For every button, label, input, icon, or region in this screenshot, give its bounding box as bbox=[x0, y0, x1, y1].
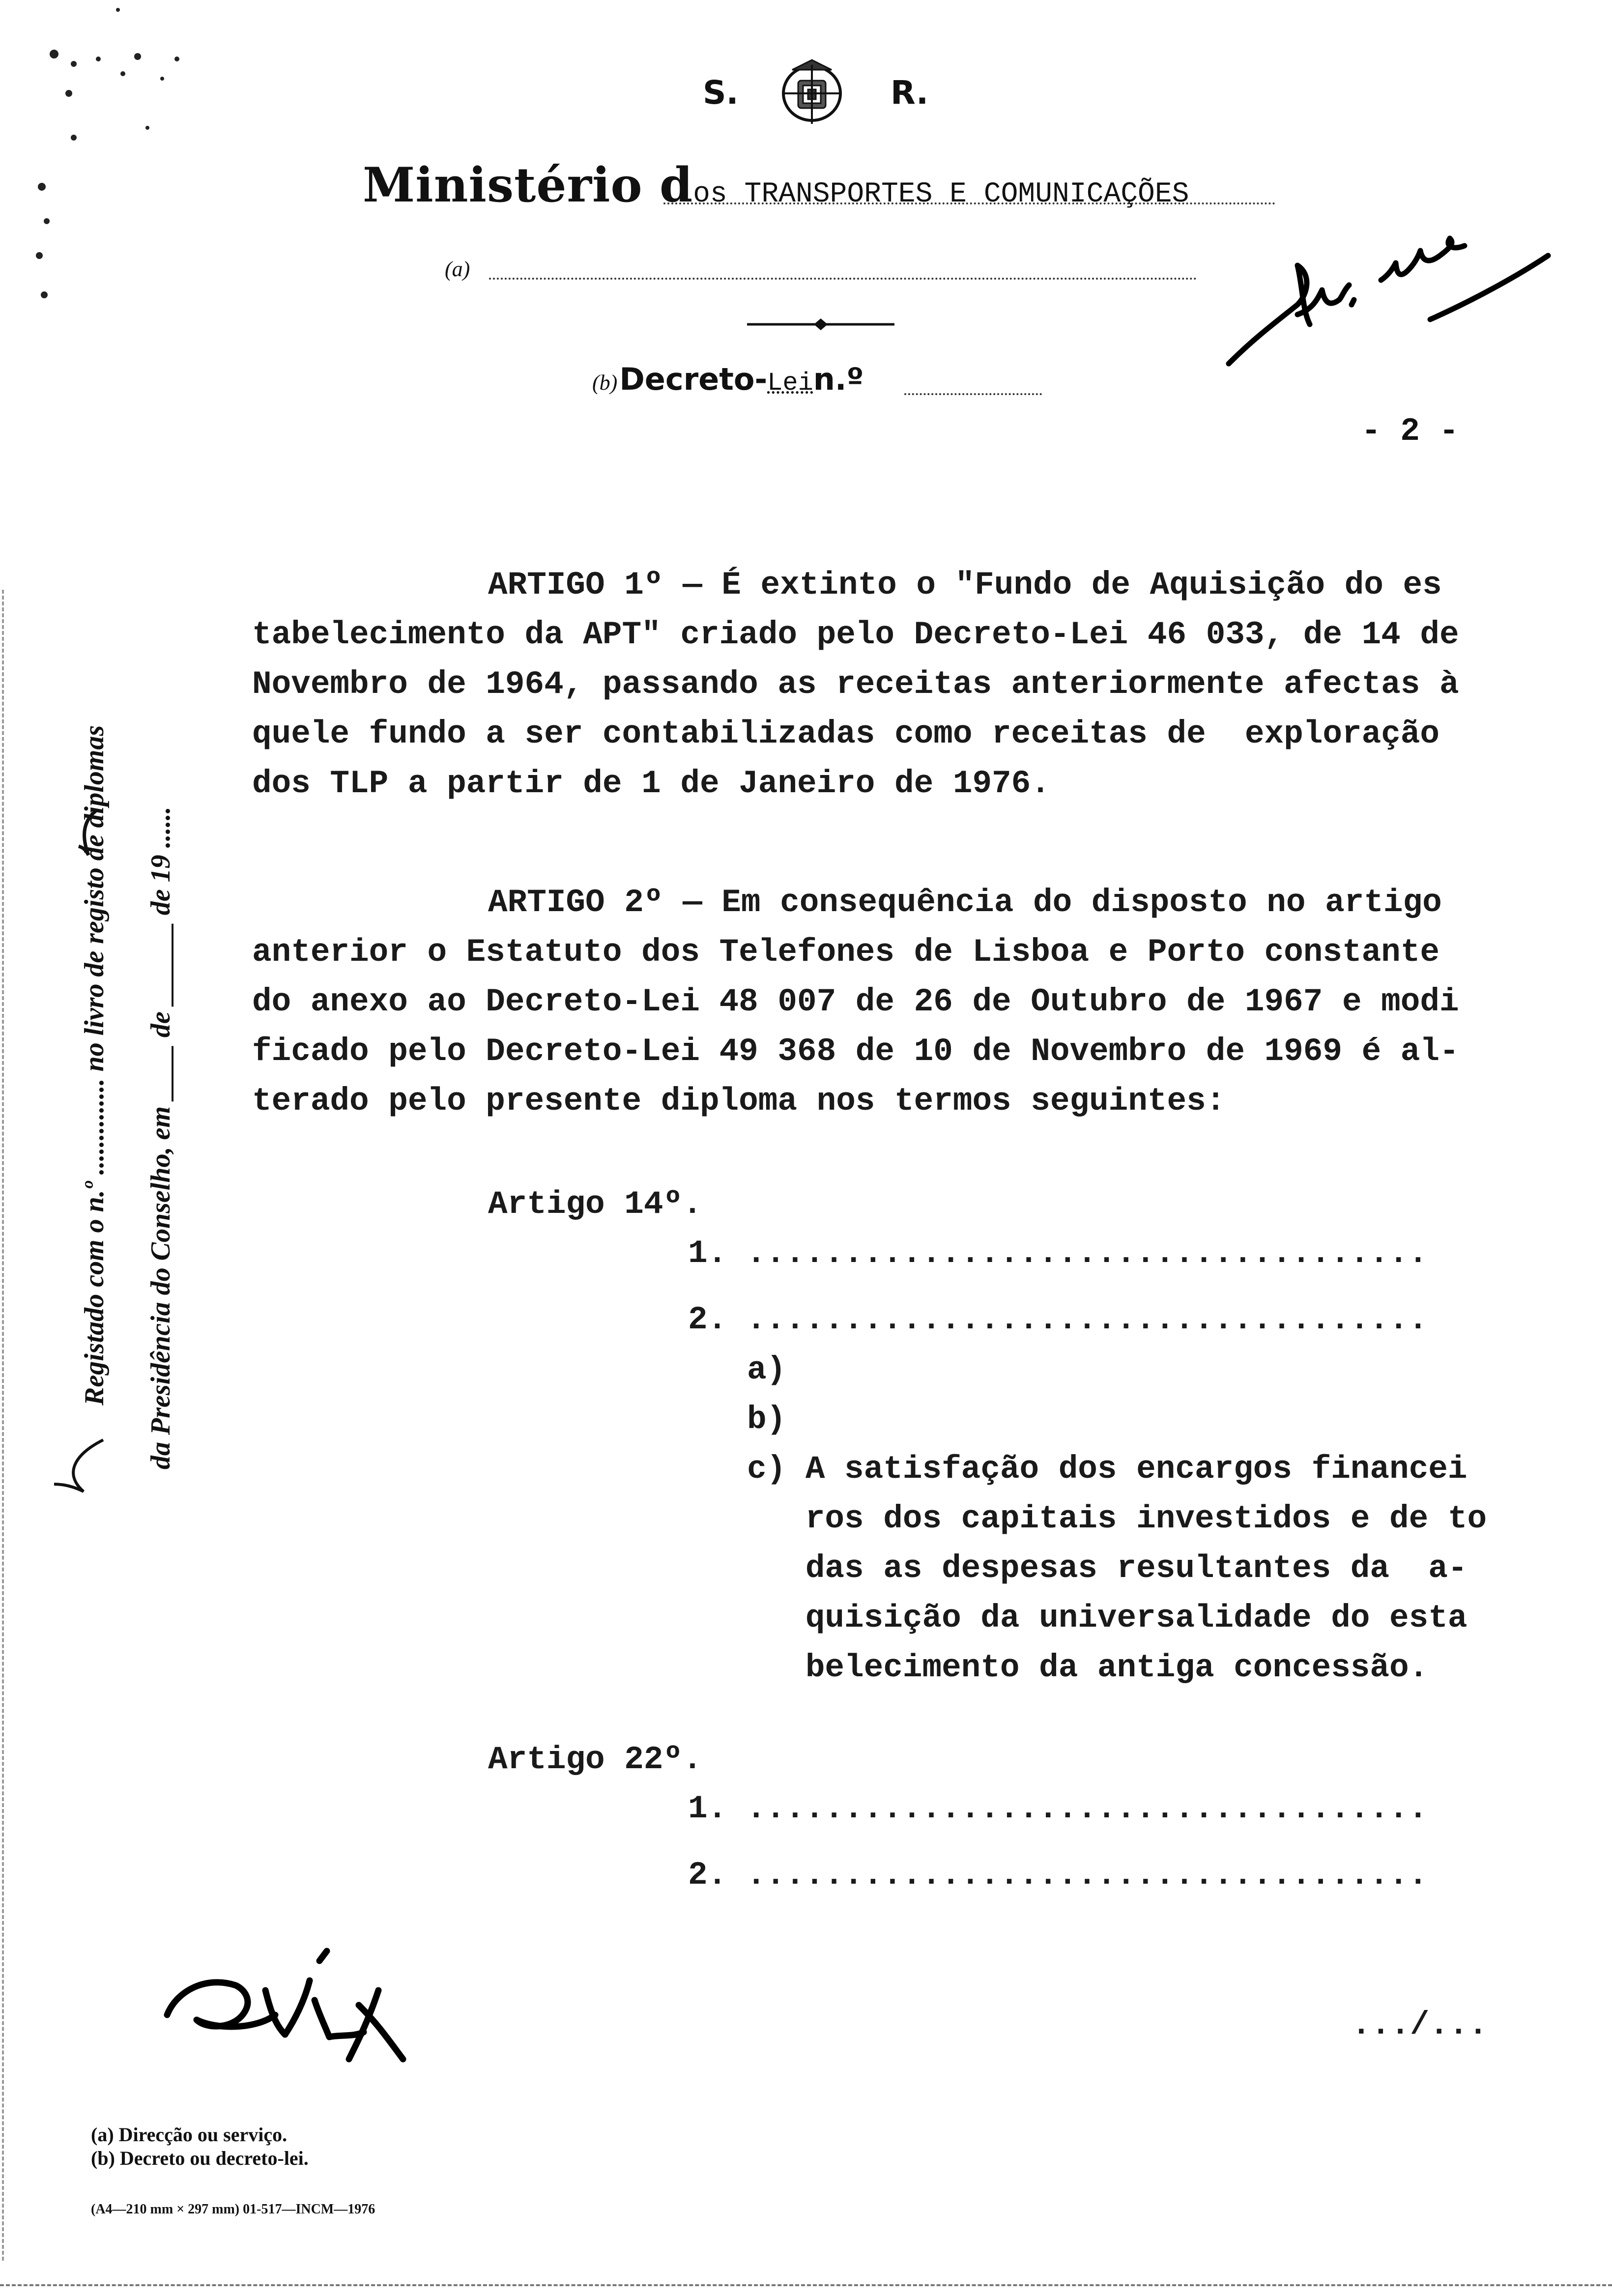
field-a-line bbox=[489, 278, 1197, 280]
footnote-a: (a) Direcção ou serviço. bbox=[91, 2124, 288, 2146]
artigo-22-item-1: 1. ................................... bbox=[688, 1790, 1428, 1827]
decree-line bbox=[592, 361, 864, 398]
page-number: - 2 - bbox=[1361, 413, 1459, 450]
artigo-2-line-2: anterior o Estatuto dos Telefones de Lisboa e Porto constante bbox=[252, 934, 1439, 971]
artigo-1-line-4: quele fundo a ser contabilizadas como receitas de exploração bbox=[252, 716, 1439, 752]
header-r-letter: R. bbox=[891, 74, 929, 112]
margin-registration-line: Registado com o n.º .............. no livro de registo de diplomas bbox=[79, 725, 110, 1406]
artigo-1-line-5: dos TLP a partir de 1 de Janeiro de 1976. bbox=[252, 765, 1050, 802]
artigo-1-line-1: ARTIGO 1º — É extinto o "Fundo de Aquisição do es bbox=[488, 567, 1442, 603]
scan-left-edge bbox=[2, 590, 4, 2261]
decree-label: Decreto- bbox=[619, 361, 768, 397]
form-reference: (A4—210 mm × 297 mm) 01-517—INCM—1976 bbox=[91, 2202, 375, 2217]
artigo-14-item-c-line-5: belecimento da antiga concessão. bbox=[747, 1649, 1429, 1686]
scan-bottom-edge bbox=[0, 2284, 1612, 2286]
artigo-14-item-c-line-4: quisição da universalidade do esta bbox=[747, 1600, 1468, 1636]
artigo-14-item-1: 1. ................................... bbox=[688, 1235, 1428, 1272]
field-a-label: (a) bbox=[445, 257, 470, 281]
artigo-1-line-2: tabelecimento da APT" criado pelo Decreto-Lei 46 033, de 14 de bbox=[252, 616, 1459, 653]
artigo-22-title: Artigo 22º. bbox=[488, 1741, 702, 1778]
footnote-b: (b) Decreto ou decreto-lei. bbox=[91, 2147, 309, 2169]
continuation-mark: .../... bbox=[1352, 2007, 1488, 2043]
header-s-letter: S. bbox=[703, 74, 739, 112]
artigo-2-line-4: ficado pelo Decreto-Lei 49 368 de 10 de Novembro de 1969 é al- bbox=[252, 1033, 1459, 1070]
artigo-22-item-2: 2. ................................... bbox=[688, 1857, 1428, 1894]
decree-typed: Lei bbox=[767, 369, 813, 398]
handwritten-initials-signature bbox=[1219, 216, 1563, 378]
divider-ornament bbox=[747, 315, 894, 334]
ministerio-label: Ministério d bbox=[363, 157, 693, 213]
artigo-1-line-3: Novembro de 1964, passando as receitas anteriormente afectas à bbox=[252, 666, 1459, 703]
handwritten-signature bbox=[147, 1931, 423, 2079]
artigo-2-line-5: terado pelo presente diploma nos termos seguintes: bbox=[252, 1083, 1226, 1119]
ministry-heading bbox=[363, 157, 1189, 213]
decree-prefix: (b) bbox=[592, 371, 618, 395]
artigo-14-item-a: a) bbox=[747, 1351, 786, 1388]
artigo-14-item-b: b) bbox=[747, 1401, 786, 1438]
artigo-14-item-c-line-1: c) A satisfação dos encargos financei bbox=[747, 1451, 1468, 1488]
artigo-2-line-3: do anexo ao Decreto-Lei 48 007 de 26 de Outubro de 1967 e modi bbox=[252, 983, 1459, 1020]
coat-of-arms-emblem bbox=[773, 55, 851, 129]
artigo-2-line-1: ARTIGO 2º — Em consequência do disposto no artigo bbox=[488, 884, 1442, 921]
margin-presidency-line: da Presidência do Conselho, em ____ de ______ de 19 ...... bbox=[145, 806, 176, 1469]
artigo-14-item-c-line-2: ros dos capitais investidos e de to bbox=[747, 1500, 1487, 1537]
artigo-14-item-2: 2. ................................... bbox=[688, 1301, 1428, 1338]
decree-suffix: n.º bbox=[813, 361, 864, 397]
ministry-underline bbox=[663, 202, 1275, 204]
margin-brace-mark bbox=[74, 806, 103, 865]
artigo-14-title: Artigo 14º. bbox=[488, 1186, 702, 1223]
artigo-14-item-c-line-3: das as despesas resultantes da a- bbox=[747, 1550, 1468, 1587]
margin-bracket-mark bbox=[44, 1435, 118, 1499]
scan-speckles bbox=[0, 0, 206, 344]
decree-number-line bbox=[904, 393, 1042, 395]
ministry-name: os TRANSPORTES E COMUNICAÇÕES bbox=[693, 178, 1189, 210]
